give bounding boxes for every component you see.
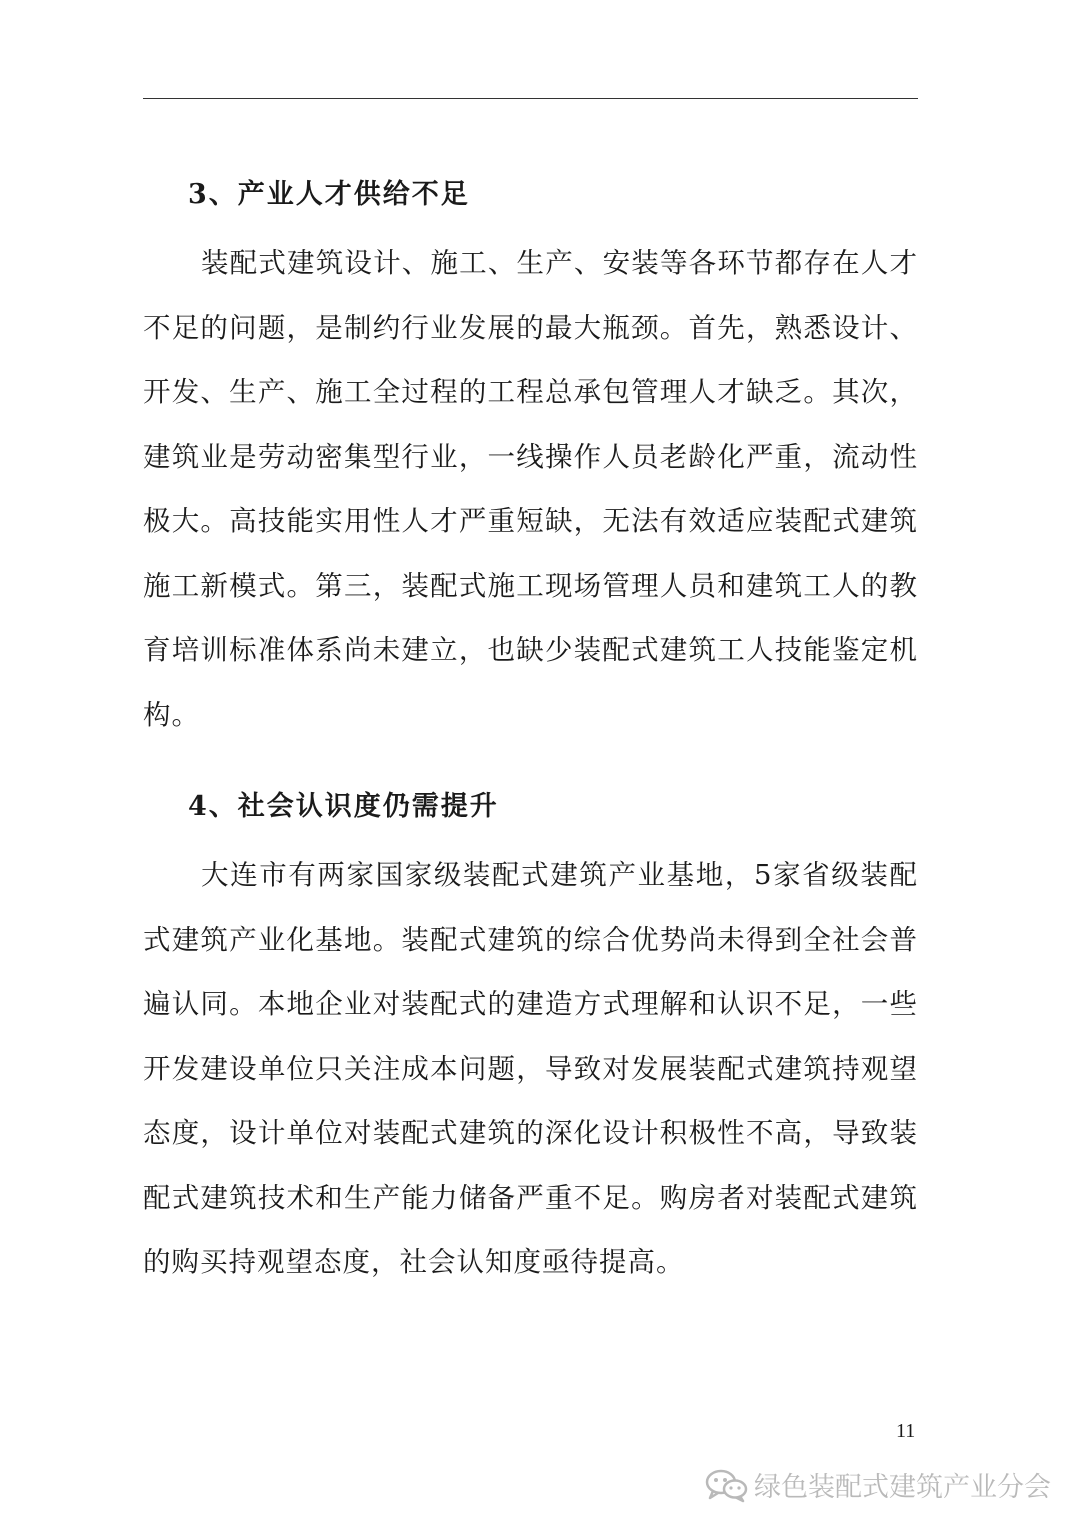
wechat-icon [704, 1467, 750, 1503]
section-heading: 4、社会认识度仍需提升 [188, 791, 499, 822]
watermark-text: 绿色装配式建筑产业分会 [754, 1472, 1051, 1503]
watermark [704, 1465, 1051, 1504]
header-rule [143, 98, 918, 99]
page-number: 11 [896, 1420, 916, 1442]
section-paragraph: 装配式建筑设计、施工、生产、安装等各环节都存在人才不足的问题，是制约行业发展的最大瓶颈。首先，熟悉设计、开发、生产、施工全过程的工程总承包管理人才缺乏。其次，建筑业是劳动密集型行业，一线操作人员老龄化严重，流动性极大。高技能实用性人才严重短缺，无法有效适应装配式建筑施工新模式。第三，装配式施工现场管理人员和建筑工人的教育培训标准体系尚未建立，也缺少装配式建筑工人技能鉴定机构。 [143, 247, 918, 731]
section-heading: 3、产业人才供给不足 [188, 179, 470, 210]
section-paragraph: 大连市有两家国家级装配式建筑产业基地，5家省级装配式建筑产业化基地。装配式建筑的综合优势尚未得到全社会普遍认同。本地企业对装配式的建造方式理解和认识不足，一些开发建设单位只关注成本问题，导致对发展装配式建筑持观望态度，设计单位对装配式建筑的深化设计积极性不高，导致装配式建筑技术和生产能力储备严重不足。购房者对装配式建筑的购买持观望态度，社会认知度亟待提高。 [143, 859, 918, 1278]
